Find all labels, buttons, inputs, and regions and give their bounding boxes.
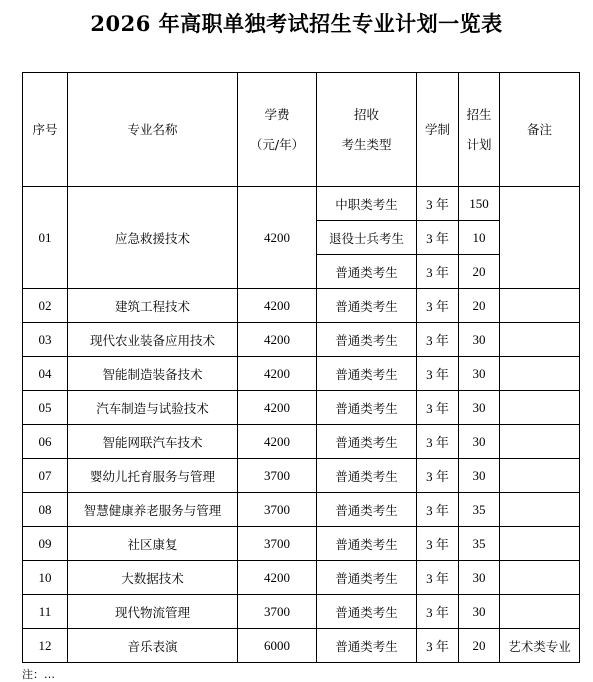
table-row [23,357,580,391]
cell-type: 普通类考生 [317,629,417,663]
cell-seq: 11 [23,595,68,629]
cell-note [500,527,580,561]
table-row [23,527,580,561]
cell-seq: 06 [23,425,68,459]
header-seq: 序号 [23,73,68,187]
cell-major: 建筑工程技术 [68,289,238,323]
cell-quota: 20 [459,629,500,663]
cell-quota: 20 [459,289,500,323]
table-row [23,289,580,323]
cell-major: 现代农业装备应用技术 [68,323,238,357]
cell-duration: 3 年 [417,221,459,255]
table-row [23,595,580,629]
cell-duration: 3 年 [417,459,459,493]
header-major: 专业名称 [68,73,238,187]
cell-seq: 01 [23,187,68,289]
cell-type: 普通类考生 [317,289,417,323]
cell-fee: 4200 [238,561,317,595]
cell-note: 艺术类专业 [500,629,580,663]
cell-quota: 30 [459,425,500,459]
page-title: 2026 年高职单独考试招生专业计划一览表 [90,11,503,36]
header-type [317,73,417,187]
cell-type: 普通类考生 [317,595,417,629]
cell-note [500,323,580,357]
cell-quota: 30 [459,595,500,629]
header-note: 备注 [500,73,580,187]
cell-seq: 03 [23,323,68,357]
cell-quota: 30 [459,459,500,493]
cell-type: 中职类考生 [317,187,417,221]
cell-seq: 07 [23,459,68,493]
cell-duration: 3 年 [417,561,459,595]
cell-quota: 150 [459,187,500,221]
table-row [23,561,580,595]
table-row [23,459,580,493]
cell-duration: 3 年 [417,187,459,221]
header-fee [238,73,317,187]
cell-seq: 08 [23,493,68,527]
header-fee-line1: 学费 [264,106,290,122]
cell-seq: 09 [23,527,68,561]
header-quota [459,73,500,187]
cell-major: 婴幼儿托育服务与管理 [68,459,238,493]
cell-major: 音乐表演 [68,629,238,663]
cell-fee: 4200 [238,289,317,323]
cell-note [500,357,580,391]
cell-type: 普通类考生 [317,255,417,289]
cell-duration: 3 年 [417,255,459,289]
cell-duration: 3 年 [417,289,459,323]
cell-duration: 3 年 [417,629,459,663]
cell-type: 普通类考生 [317,357,417,391]
cell-duration: 3 年 [417,391,459,425]
cell-fee: 3700 [238,595,317,629]
header-quota-line1: 招生 [466,106,492,122]
cell-fee: 3700 [238,527,317,561]
header-type-line1: 招收 [353,106,379,122]
table-row [23,323,580,357]
cell-note [500,595,580,629]
major-plan-table [22,72,580,663]
cell-type: 普通类考生 [317,493,417,527]
cell-note [500,493,580,527]
cell-major: 智能制造装备技术 [68,357,238,391]
cell-fee: 4200 [238,391,317,425]
cell-quota: 35 [459,527,500,561]
cell-fee: 4200 [238,323,317,357]
table-row [23,391,580,425]
cell-seq: 10 [23,561,68,595]
cell-duration: 3 年 [417,323,459,357]
cell-note [500,391,580,425]
cell-major: 现代物流管理 [68,595,238,629]
cell-type: 普通类考生 [317,459,417,493]
cell-quota: 30 [459,391,500,425]
cell-major: 社区康复 [68,527,238,561]
cell-quota: 30 [459,357,500,391]
header-type-line2: 考生类型 [341,136,392,152]
cell-duration: 3 年 [417,595,459,629]
cell-note [500,561,580,595]
cell-fee: 4200 [238,425,317,459]
cell-fee: 3700 [238,459,317,493]
cell-quota: 20 [459,255,500,289]
header-duration: 学制 [417,73,459,187]
cell-note [500,425,580,459]
header-quota-line2: 计划 [466,136,492,152]
cell-major: 大数据技术 [68,561,238,595]
cell-quota: 30 [459,561,500,595]
table-header-row [23,73,580,187]
table-row [23,425,580,459]
cell-type: 退役士兵考生 [317,221,417,255]
table-row [23,493,580,527]
cell-type: 普通类考生 [317,561,417,595]
cell-major: 智能网联汽车技术 [68,425,238,459]
cell-fee: 6000 [238,629,317,663]
cell-note [500,459,580,493]
cell-duration: 3 年 [417,493,459,527]
cell-major: 汽车制造与试验技术 [68,391,238,425]
cell-major: 智慧健康养老服务与管理 [68,493,238,527]
cell-fee: 4200 [238,187,317,289]
cell-type: 普通类考生 [317,323,417,357]
cell-note [500,187,580,289]
cell-quota: 35 [459,493,500,527]
cell-seq: 02 [23,289,68,323]
cell-seq: 12 [23,629,68,663]
table-row [23,187,580,221]
header-fee-line2: （元/年） [249,136,305,152]
cell-fee: 3700 [238,493,317,527]
cell-quota: 30 [459,323,500,357]
cell-note [500,289,580,323]
cell-major: 应急救援技术 [68,187,238,289]
cell-seq: 05 [23,391,68,425]
cell-type: 普通类考生 [317,391,417,425]
cell-duration: 3 年 [417,425,459,459]
cell-duration: 3 年 [417,527,459,561]
footnote-partial: 注：… [22,668,55,681]
table-row [23,629,580,663]
cell-seq: 04 [23,357,68,391]
cell-fee: 4200 [238,357,317,391]
cell-quota: 10 [459,221,500,255]
cell-type: 普通类考生 [317,425,417,459]
cell-type: 普通类考生 [317,527,417,561]
cell-duration: 3 年 [417,357,459,391]
